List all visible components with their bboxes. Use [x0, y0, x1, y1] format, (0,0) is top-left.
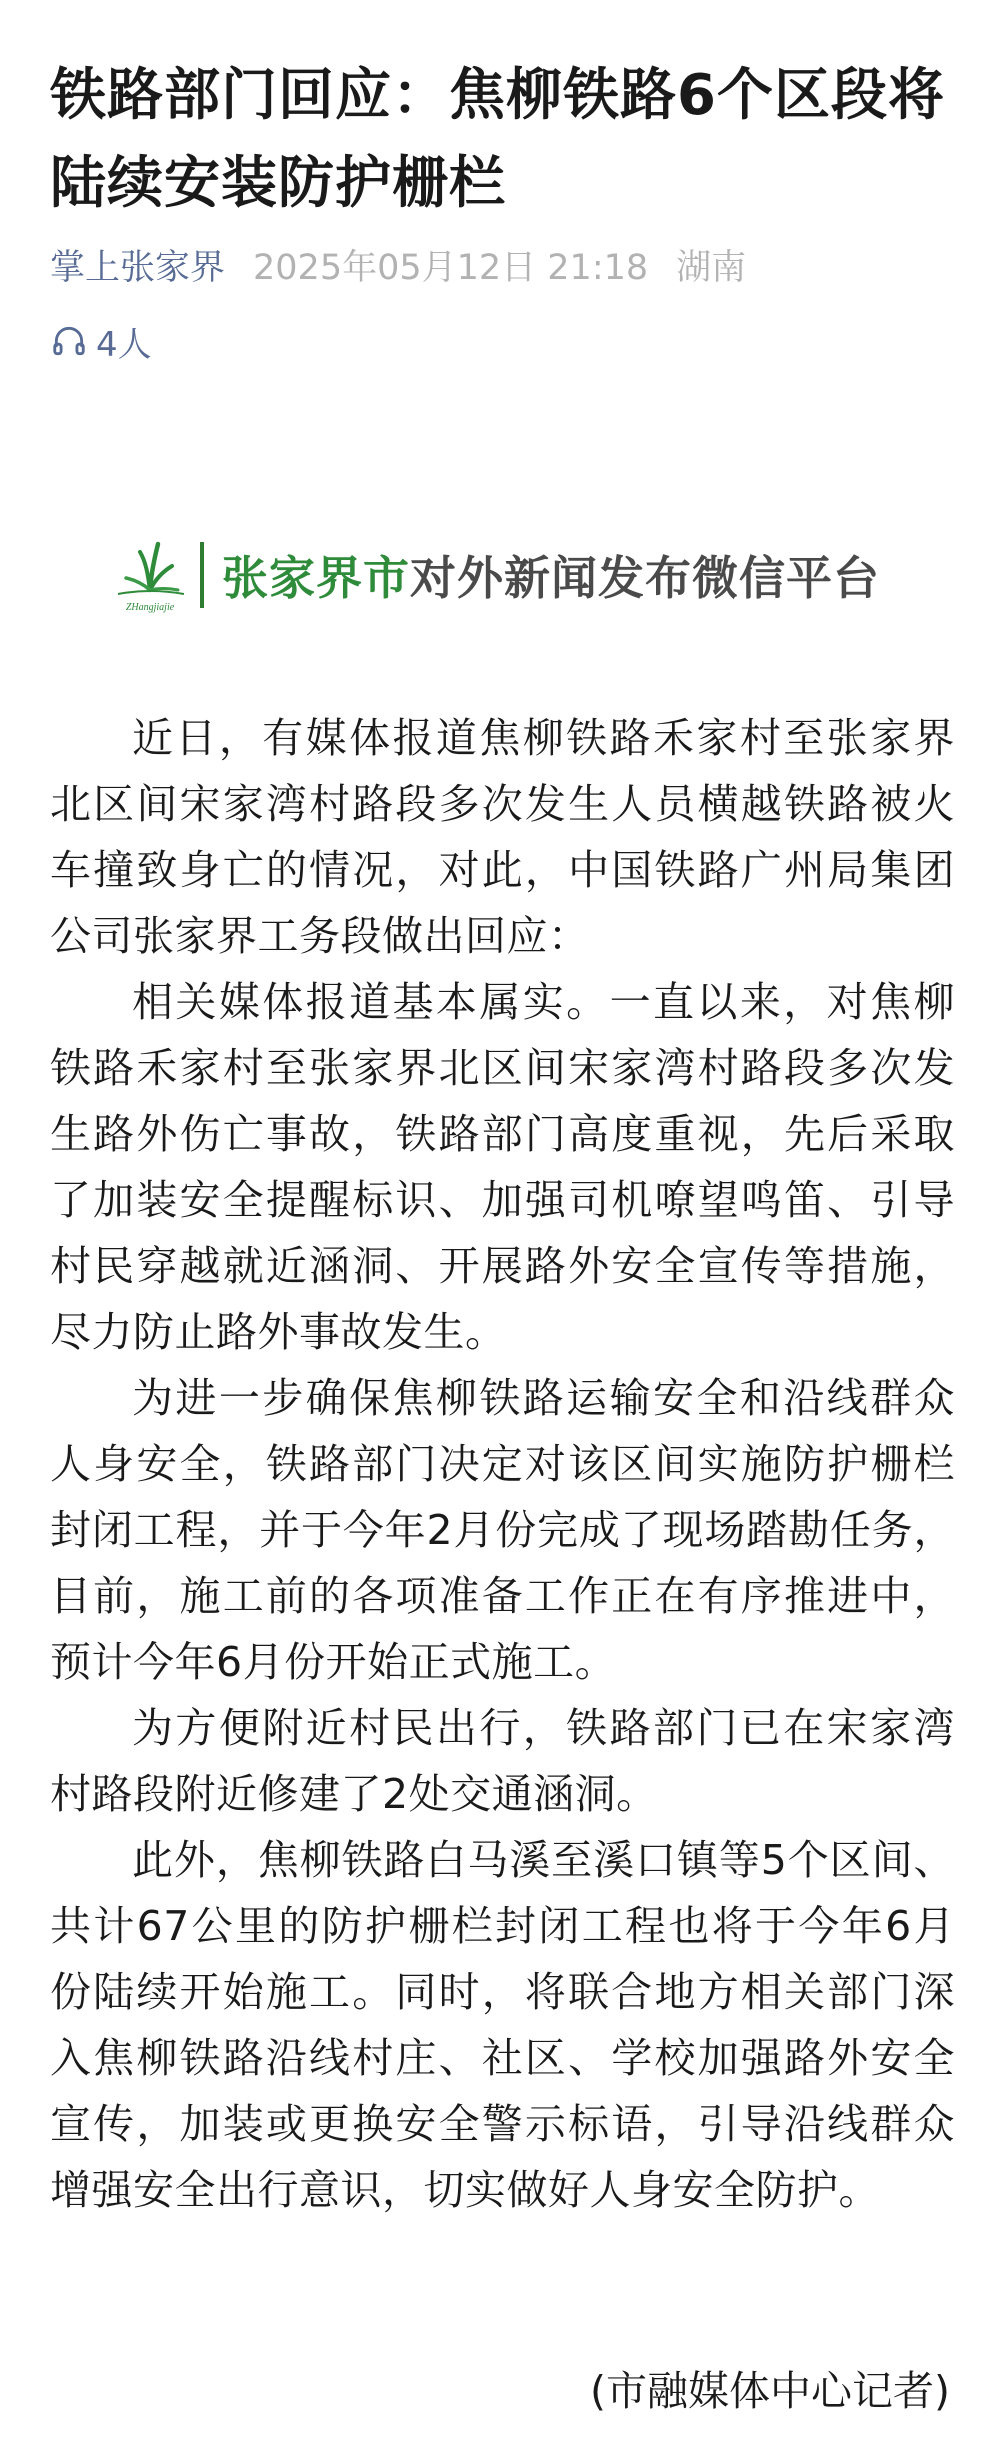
- logo-caption: ZHangjiajie: [125, 602, 175, 613]
- body-paragraph: 相关媒体报道基本属实。一直以来，对焦柳铁路禾家村至张家界北区间宋家湾村路段多次发生路外伤亡事故，铁路部门高度重视，先后采取了加装安全提醒标识、加强司机嘹望鸣笛、引导村民穿越就近涵洞、开展路外安全宣传等措施，尽力防止路外事故发生。: [50, 978, 955, 1356]
- banner-city-name: 张家界市: [222, 551, 410, 605]
- listen-count[interactable]: [50, 316, 152, 366]
- banner-title: [222, 542, 880, 608]
- banner-platform-name: 对外新闻发布微信平台: [410, 551, 880, 605]
- body-paragraph: 近日，有媒体报道焦柳铁路禾家村至张家界北区间宋家湾村路段多次发生人员横越铁路被火车撞致身亡的情况，对此，中国铁路广州局集团公司张家界工务段做出回应：: [50, 714, 955, 960]
- publisher-banner: [110, 530, 910, 620]
- article-title: 铁路部门回应：焦柳铁路6个区段将陆续安装防护栅栏: [50, 63, 945, 216]
- banner-divider: [200, 542, 204, 608]
- listen-count-label: 4人: [96, 324, 152, 365]
- account-name-link[interactable]: 掌上张家界: [50, 248, 226, 288]
- headphones-icon: [50, 322, 88, 360]
- publish-region: 湖南: [676, 248, 747, 288]
- article-body: [50, 705, 955, 2223]
- article-meta: [50, 240, 746, 290]
- grass-logo-icon: [110, 530, 190, 620]
- article-credit: (市融媒体中心记者): [590, 2367, 950, 2415]
- body-paragraph: 为方便附近村民出行，铁路部门已在宋家湾村路段附近修建了2处交通涵洞。: [50, 1704, 955, 1818]
- publish-datetime: 2025年05月12日 21:18: [253, 248, 649, 288]
- body-paragraph: 此外，焦柳铁路白马溪至溪口镇等5个区间、共计67公里的防护栅栏封闭工程也将于今年6月份陆续开始施工。同时，将联合地方相关部门深入焦柳铁路沿线村庄、社区、学校加强路外安全宣传，加装或更换安全警示标语，引导沿线群众增强安全出行意识，切实做好人身安全防护。: [50, 1836, 955, 2214]
- body-paragraph: 为进一步确保焦柳铁路运输安全和沿线群众人身安全，铁路部门决定对该区间实施防护栅栏封闭工程，并于今年2月份完成了现场踏勘任务，目前，施工前的各项准备工作正在有序推进中，预计今年6月份开始正式施工。: [50, 1374, 955, 1686]
